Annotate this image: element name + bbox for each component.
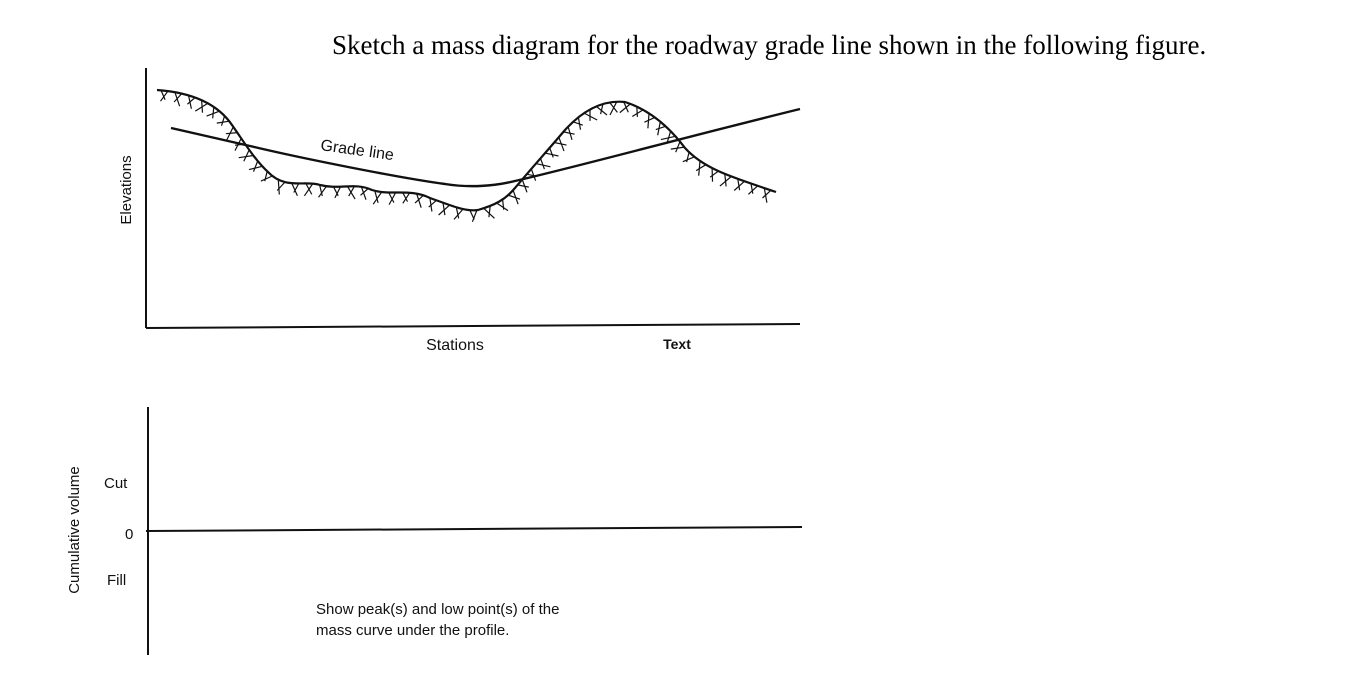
profile-chart: [118, 68, 800, 354]
hatch-mark: [278, 180, 279, 195]
hatch-mark: [489, 206, 490, 217]
hatch-mark: [573, 122, 583, 125]
mass-zero-axis: [146, 527, 802, 531]
hatch-mark: [261, 176, 273, 181]
hatch-mark: [656, 126, 666, 129]
hatch-mark: [696, 165, 706, 171]
hatch-mark: [334, 187, 339, 196]
note-line-1: Show peak(s) and low point(s) of the: [316, 601, 560, 618]
hatch-mark: [584, 113, 597, 120]
hatch-mark: [226, 133, 237, 134]
hatch-mark: [738, 179, 740, 190]
hatch-mark: [349, 186, 355, 196]
hatch-mark: [550, 148, 554, 158]
mass-diagram: [66, 407, 802, 655]
zero-label: 0: [125, 526, 134, 543]
hatch-mark: [518, 185, 529, 187]
hatch-mark: [725, 174, 726, 187]
hatch-mark: [244, 150, 249, 161]
hatch-mark: [508, 195, 520, 199]
ground-hatching: [161, 90, 771, 222]
hatch-mark: [710, 171, 718, 177]
hatch-mark: [676, 142, 680, 153]
hatch-mark: [763, 190, 771, 198]
hatch-mark: [213, 107, 214, 118]
hatch-mark: [637, 107, 638, 117]
hatch-mark: [222, 116, 225, 126]
hatch-mark: [292, 183, 298, 196]
hatch-mark: [187, 98, 195, 105]
hatch-mark: [254, 161, 258, 172]
profile-y-label: Elevations: [118, 155, 135, 225]
profile-x-label: Stations: [426, 337, 484, 354]
grade-line-label: Grade line: [319, 137, 395, 165]
hatch-mark: [497, 203, 508, 211]
cut-label: Cut: [104, 475, 128, 492]
hatch-mark: [687, 152, 690, 162]
question-text: Sketch a mass diagram for the roadway grade line shown in the following figure.: [332, 30, 1207, 60]
profile-x-axis: [146, 324, 800, 328]
extra-text-label: Text: [663, 336, 691, 352]
fill-label: Fill: [107, 572, 127, 589]
ground-line: [157, 90, 776, 210]
note-line-2: mass curve under the profile.: [316, 622, 510, 639]
mass-y-label: Cumulative volume: [66, 466, 83, 594]
hatch-mark: [644, 117, 654, 122]
grade-line: [171, 109, 800, 186]
hatch-mark: [683, 157, 695, 162]
hatch-mark: [563, 132, 574, 134]
hatch-mark: [541, 158, 545, 169]
hatch-mark: [503, 199, 504, 209]
